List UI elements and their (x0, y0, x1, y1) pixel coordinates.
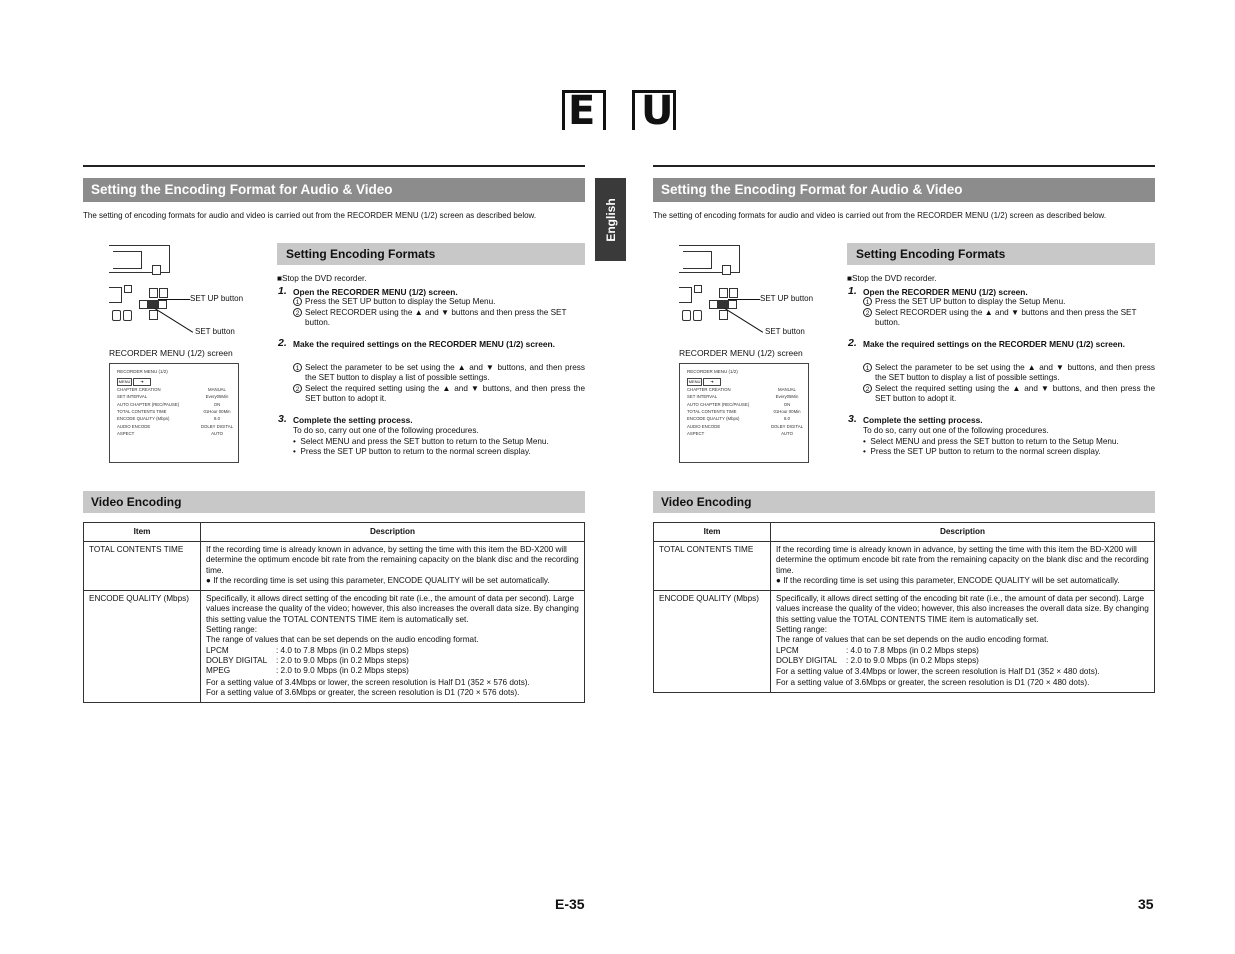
setting-range-format: MPEG (206, 666, 231, 676)
page-number-left: E-35 (555, 896, 585, 912)
recorder-menu-row (117, 393, 237, 400)
recorder-menu-row (687, 401, 807, 408)
video-encoding-table (83, 522, 585, 703)
description-text: If the recording time is already known in advance, by setting the time with this item the BD-X200 will determine the optimum encode bit rate from the remaining capacity on the blank disc and the recording time. (776, 545, 1149, 575)
setting-range-value: : 4.0 to 7.8 Mbps (in 0.2 Mbps steps) (276, 645, 409, 655)
panel-screen (113, 251, 142, 269)
section-rule (83, 165, 585, 167)
setting-range-item (206, 656, 580, 666)
set-key (148, 300, 158, 309)
next-arrow-icon: ➔ (703, 378, 721, 386)
step-3-bullet-2: • Press the SET UP button to return to the normal screen display. (293, 447, 531, 456)
panel-slot (679, 287, 692, 303)
header-letter-e: E (568, 88, 596, 134)
setting-range-value: : 2.0 to 9.0 Mbps (in 0.2 Mbps steps) (276, 655, 409, 665)
setup-key-2 (729, 288, 738, 298)
subsection-title: Setting Encoding Formats (277, 243, 585, 265)
step-2-number: 2. (278, 337, 287, 349)
setting-range-list (206, 646, 580, 677)
header-e-bracket (562, 90, 565, 130)
step-1-heading: Open the RECORDER MENU (1/2) screen. (293, 287, 458, 297)
table-row (654, 542, 1155, 591)
panel-button-b (123, 310, 132, 321)
panel-key (694, 285, 702, 293)
video-encoding-table (653, 522, 1155, 693)
setting-range-label: Setting range: (776, 625, 827, 635)
setting-range-format: LPCM (206, 645, 229, 655)
recorder-menu-row-name: ENCODE QUALITY (Mbps) (687, 416, 740, 422)
language-tab (595, 178, 626, 261)
open-close-button (722, 265, 731, 275)
recorder-menu-row-value: Every05Min (775, 394, 799, 400)
step-3-number: 3. (278, 413, 287, 425)
recorder-menu-title: RECORDER MENU (1/2) (117, 369, 168, 374)
recorder-menu-row-value: 01Hour 00Min (773, 408, 801, 414)
recorder-front-panel-illustration (109, 245, 181, 329)
setup-button-callout: SET UP button (760, 294, 814, 303)
table-header-row (654, 523, 1155, 542)
subsection-title: Setting Encoding Formats (847, 243, 1155, 265)
description-text: If the recording time is already known in advance, by setting the time with this item the BD-X200 will determine the optimum encode bit rate from the remaining capacity on the blank disc and the recording time. (206, 545, 579, 575)
page-number-right: 35 (1138, 896, 1154, 912)
menu-tab: MENU (118, 379, 131, 384)
recorder-menu-row (117, 430, 237, 437)
right-key (158, 300, 167, 309)
step-1-item-1: 1 Press the SET UP button to display the Setup Menu. (293, 297, 585, 307)
table-header-item: Item (84, 523, 201, 542)
description-note: ● If the recording time is set using this parameter, ENCODE QUALITY will be set automatically. (206, 575, 550, 585)
table-row (84, 542, 585, 591)
step-1-number: 1. (848, 285, 857, 297)
section-rule (653, 165, 1155, 167)
resolution-note-1: For a setting value of 3.4Mbps or lower, the screen resolution is Half D1 (352 × 576 dots). (206, 677, 530, 687)
table-cell-description (201, 591, 585, 703)
recorder-menu-row-name: AUTO CHAPTER (REC/PAUSE) (687, 401, 750, 407)
step-3-heading: Complete the setting process. (293, 415, 413, 425)
step-1-item-2: 2 Select RECORDER using the ▲ and ▼ buttons and then press the SET button. (293, 308, 585, 328)
setup-button-callout: SET UP button (190, 294, 244, 303)
step-3-lead: To do so, carry out one of the following procedures. (863, 426, 1049, 435)
panel-button-a (112, 310, 121, 321)
right-key (728, 300, 737, 309)
setting-range-item (206, 646, 580, 656)
recorder-menu-caption: RECORDER MENU (1/2) screen (679, 348, 803, 358)
set-key (718, 300, 728, 309)
intro-text: The setting of encoding formats for audio and video is carried out from the RECORDER MENU (1/2) screen as described below. (83, 211, 537, 220)
recorder-menu-row-value: DOLBY DIGITAL (770, 423, 804, 429)
step-3-lead: To do so, carry out one of the following procedures. (293, 426, 479, 435)
recorder-menu-row-value: AUTO (781, 430, 793, 436)
recorder-menu-row (687, 423, 807, 430)
header-letter-u: U (641, 88, 674, 134)
setting-range-format: LPCM (776, 645, 799, 655)
page-right (653, 165, 1155, 765)
step-2-item-1: 1 Select the parameter to be set using the ▲ and ▼ buttons, and then press the SET button to display a list of possible settings. (293, 363, 585, 383)
panel-screen (683, 251, 712, 269)
table-cell-item: ENCODE QUALITY (Mbps) (654, 591, 771, 693)
resolution-note-2: For a setting value of 3.6Mbps or greater, the screen resolution is D1 (720 × 480 dots). (776, 677, 1090, 687)
intro-text: The setting of encoding formats for audio and video is carried out from the RECORDER MENU (1/2) screen as described below. (653, 211, 1107, 220)
next-arrow-icon: ➔ (133, 378, 151, 386)
recorder-menu-caption: RECORDER MENU (1/2) screen (109, 348, 233, 358)
recorder-menu-title: RECORDER MENU (1/2) (687, 369, 738, 374)
section-title: Setting the Encoding Format for Audio & Video (653, 178, 1155, 202)
recorder-menu-screen (109, 363, 239, 463)
setup-callout-line (728, 299, 760, 300)
recorder-menu-row (687, 386, 807, 393)
recorder-menu-row-value: 8.0 (214, 416, 220, 422)
table-header-description: Description (201, 523, 585, 542)
setting-range-item (776, 656, 1150, 666)
recorder-menu-row-value: ON (783, 401, 791, 407)
setting-range-value: : 2.0 to 9.0 Mbps (in 0.2 Mbps steps) (276, 666, 409, 676)
table-header-item: Item (654, 523, 771, 542)
setting-range-intro: The range of values that can be set depends on the audio encoding format. (776, 635, 1049, 645)
page-left (83, 165, 585, 765)
table-cell-description (201, 542, 585, 591)
setup-key (149, 288, 158, 298)
setup-key-2 (159, 288, 168, 298)
description-note: ● If the recording time is set using this parameter, ENCODE QUALITY will be set automatically. (776, 575, 1120, 585)
recorder-menu-row (687, 430, 807, 437)
recorder-menu-row-name: ENCODE QUALITY (Mbps) (117, 416, 170, 422)
step-3-number: 3. (848, 413, 857, 425)
left-key (709, 300, 718, 309)
panel-key (124, 285, 132, 293)
step-1-heading: Open the RECORDER MENU (1/2) screen. (863, 287, 1028, 297)
down-key (149, 310, 158, 320)
recorder-menu-row-value: 01Hour 00Min (203, 408, 231, 414)
table-cell-item: TOTAL CONTENTS TIME (654, 542, 771, 591)
recorder-menu-row-name: TOTAL CONTENTS TIME (117, 408, 167, 414)
table-header-description: Description (771, 523, 1155, 542)
recorder-menu-row-value: 8.0 (784, 416, 790, 422)
description-text: Specifically, it allows direct setting of the encoding bit rate (i.e., the amount of data per second). Large values increase the quality of the video; however, this also increases the overall data size. By changing this setting value the TOTAL CONTENTS TIME item is automatically set. (206, 594, 579, 624)
recorder-menu-row-name: SET INTERVAL (117, 394, 148, 400)
left-key (139, 300, 148, 309)
setting-range-intro: The range of values that can be set depends on the audio encoding format. (206, 635, 479, 645)
recorder-menu-row-name: AUTO CHAPTER (REC/PAUSE) (117, 401, 180, 407)
open-close-button (152, 265, 161, 275)
step-3-bullet-1: • Select MENU and press the SET button to return to the Setup Menu. (293, 437, 549, 446)
setting-range-value: : 2.0 to 9.0 Mbps (in 0.2 Mbps steps) (846, 655, 979, 665)
recorder-menu-row (687, 408, 807, 415)
setting-range-format: DOLBY DIGITAL (776, 655, 838, 665)
menu-tab: MENU (688, 379, 701, 384)
recorder-menu-row-name: TOTAL CONTENTS TIME (687, 408, 737, 414)
set-button-callout: SET button (765, 327, 805, 336)
step-2-item-2: 2 Select the required setting using the ▲ and ▼ buttons, and then press the SET button to adopt it. (293, 384, 585, 404)
recorder-menu-row-name: SET INTERVAL (687, 394, 718, 400)
step-1-item-1: 1 Press the SET UP button to display the Setup Menu. (863, 297, 1155, 307)
step-3-bullet-1: • Select MENU and press the SET button to return to the Setup Menu. (863, 437, 1119, 446)
setting-range-label: Setting range: (206, 625, 257, 635)
setting-range-list (776, 646, 1150, 667)
recorder-menu-row (117, 401, 237, 408)
description-text: Specifically, it allows direct setting of the encoding bit rate (i.e., the amount of data per second). Large values increase the quality of the video; however, this also increases the overall data size. By changing this setting value the TOTAL CONTENTS TIME item is automatically set. (776, 594, 1149, 624)
step-2-heading: Make the required settings on the RECORDER MENU (1/2) screen. (863, 339, 1126, 349)
recorder-menu-row-name: CHAPTER CREATION (687, 387, 731, 392)
panel-slot (109, 287, 122, 303)
step-2-item-2: 2 Select the required setting using the ▲ and ▼ buttons, and then press the SET button to adopt it. (863, 384, 1155, 404)
stop-note: ■Stop the DVD recorder. (847, 274, 937, 283)
table-cell-description (771, 542, 1155, 591)
setting-range-value: : 4.0 to 7.8 Mbps (in 0.2 Mbps steps) (846, 645, 979, 655)
recorder-menu-row (687, 415, 807, 422)
setting-range-item (776, 646, 1150, 656)
table-header-row (84, 523, 585, 542)
recorder-menu-screen (679, 363, 809, 463)
down-key (719, 310, 728, 320)
table-row (654, 591, 1155, 693)
recorder-menu-row-value: MANUAL (208, 387, 226, 392)
recorder-menu-row (117, 423, 237, 430)
panel-button-b (693, 310, 702, 321)
setup-key (719, 288, 728, 298)
header-u-bracket (632, 90, 635, 130)
recorder-menu-row (117, 415, 237, 422)
step-2-heading: Make the required settings on the RECORDER MENU (1/2) screen. (293, 339, 556, 349)
setting-range-format: DOLBY DIGITAL (206, 655, 268, 665)
setup-callout-line (158, 299, 190, 300)
recorder-menu-row-value: ON (213, 401, 221, 407)
step-3-bullet-2: • Press the SET UP button to return to the normal screen display. (863, 447, 1101, 456)
recorder-menu-row-name: CHAPTER CREATION (117, 387, 161, 392)
recorder-menu-row (687, 393, 807, 400)
step-1-item-2: 2 Select RECORDER using the ▲ and ▼ buttons and then press the SET button. (863, 308, 1155, 328)
set-button-callout: SET button (195, 327, 235, 336)
recorder-menu-row-value: DOLBY DIGITAL (200, 423, 234, 429)
recorder-menu-row (117, 386, 237, 393)
recorder-menu-row-value: AUTO (211, 430, 223, 436)
recorder-front-panel-illustration (679, 245, 751, 329)
recorder-menu-row-value: MANUAL (778, 387, 796, 392)
video-encoding-title: Video Encoding (653, 491, 1155, 513)
video-encoding-title: Video Encoding (83, 491, 585, 513)
table-cell-description (771, 591, 1155, 693)
step-3-heading: Complete the setting process. (863, 415, 983, 425)
recorder-menu-row-name: ASPECT (117, 430, 135, 436)
recorder-menu-row-name: ASPECT (687, 430, 705, 436)
header-e-bracket-right (603, 90, 606, 130)
recorder-menu-row-name: AUDIO ENCODE (117, 423, 151, 429)
language-tab-label: English (603, 197, 618, 242)
stop-note: ■Stop the DVD recorder. (277, 274, 367, 283)
table-cell-item: ENCODE QUALITY (Mbps) (84, 591, 201, 703)
section-title: Setting the Encoding Format for Audio & Video (83, 178, 585, 202)
resolution-note-1: For a setting value of 3.4Mbps or lower, the screen resolution is Half D1 (352 × 480 dots). (776, 667, 1100, 677)
recorder-menu-row-name: AUDIO ENCODE (687, 423, 721, 429)
recorder-menu-row-value: Every05Min (205, 394, 229, 400)
table-cell-item: TOTAL CONTENTS TIME (84, 542, 201, 591)
step-1-number: 1. (278, 285, 287, 297)
step-2-item-1: 1 Select the parameter to be set using the ▲ and ▼ buttons, and then press the SET button to display a list of possible settings. (863, 363, 1155, 383)
step-2-number: 2. (848, 337, 857, 349)
resolution-note-2: For a setting value of 3.6Mbps or greater, the screen resolution is D1 (720 × 576 dots). (206, 687, 520, 697)
table-row (84, 591, 585, 703)
setting-range-item (206, 666, 580, 676)
panel-button-a (682, 310, 691, 321)
recorder-menu-row (117, 408, 237, 415)
